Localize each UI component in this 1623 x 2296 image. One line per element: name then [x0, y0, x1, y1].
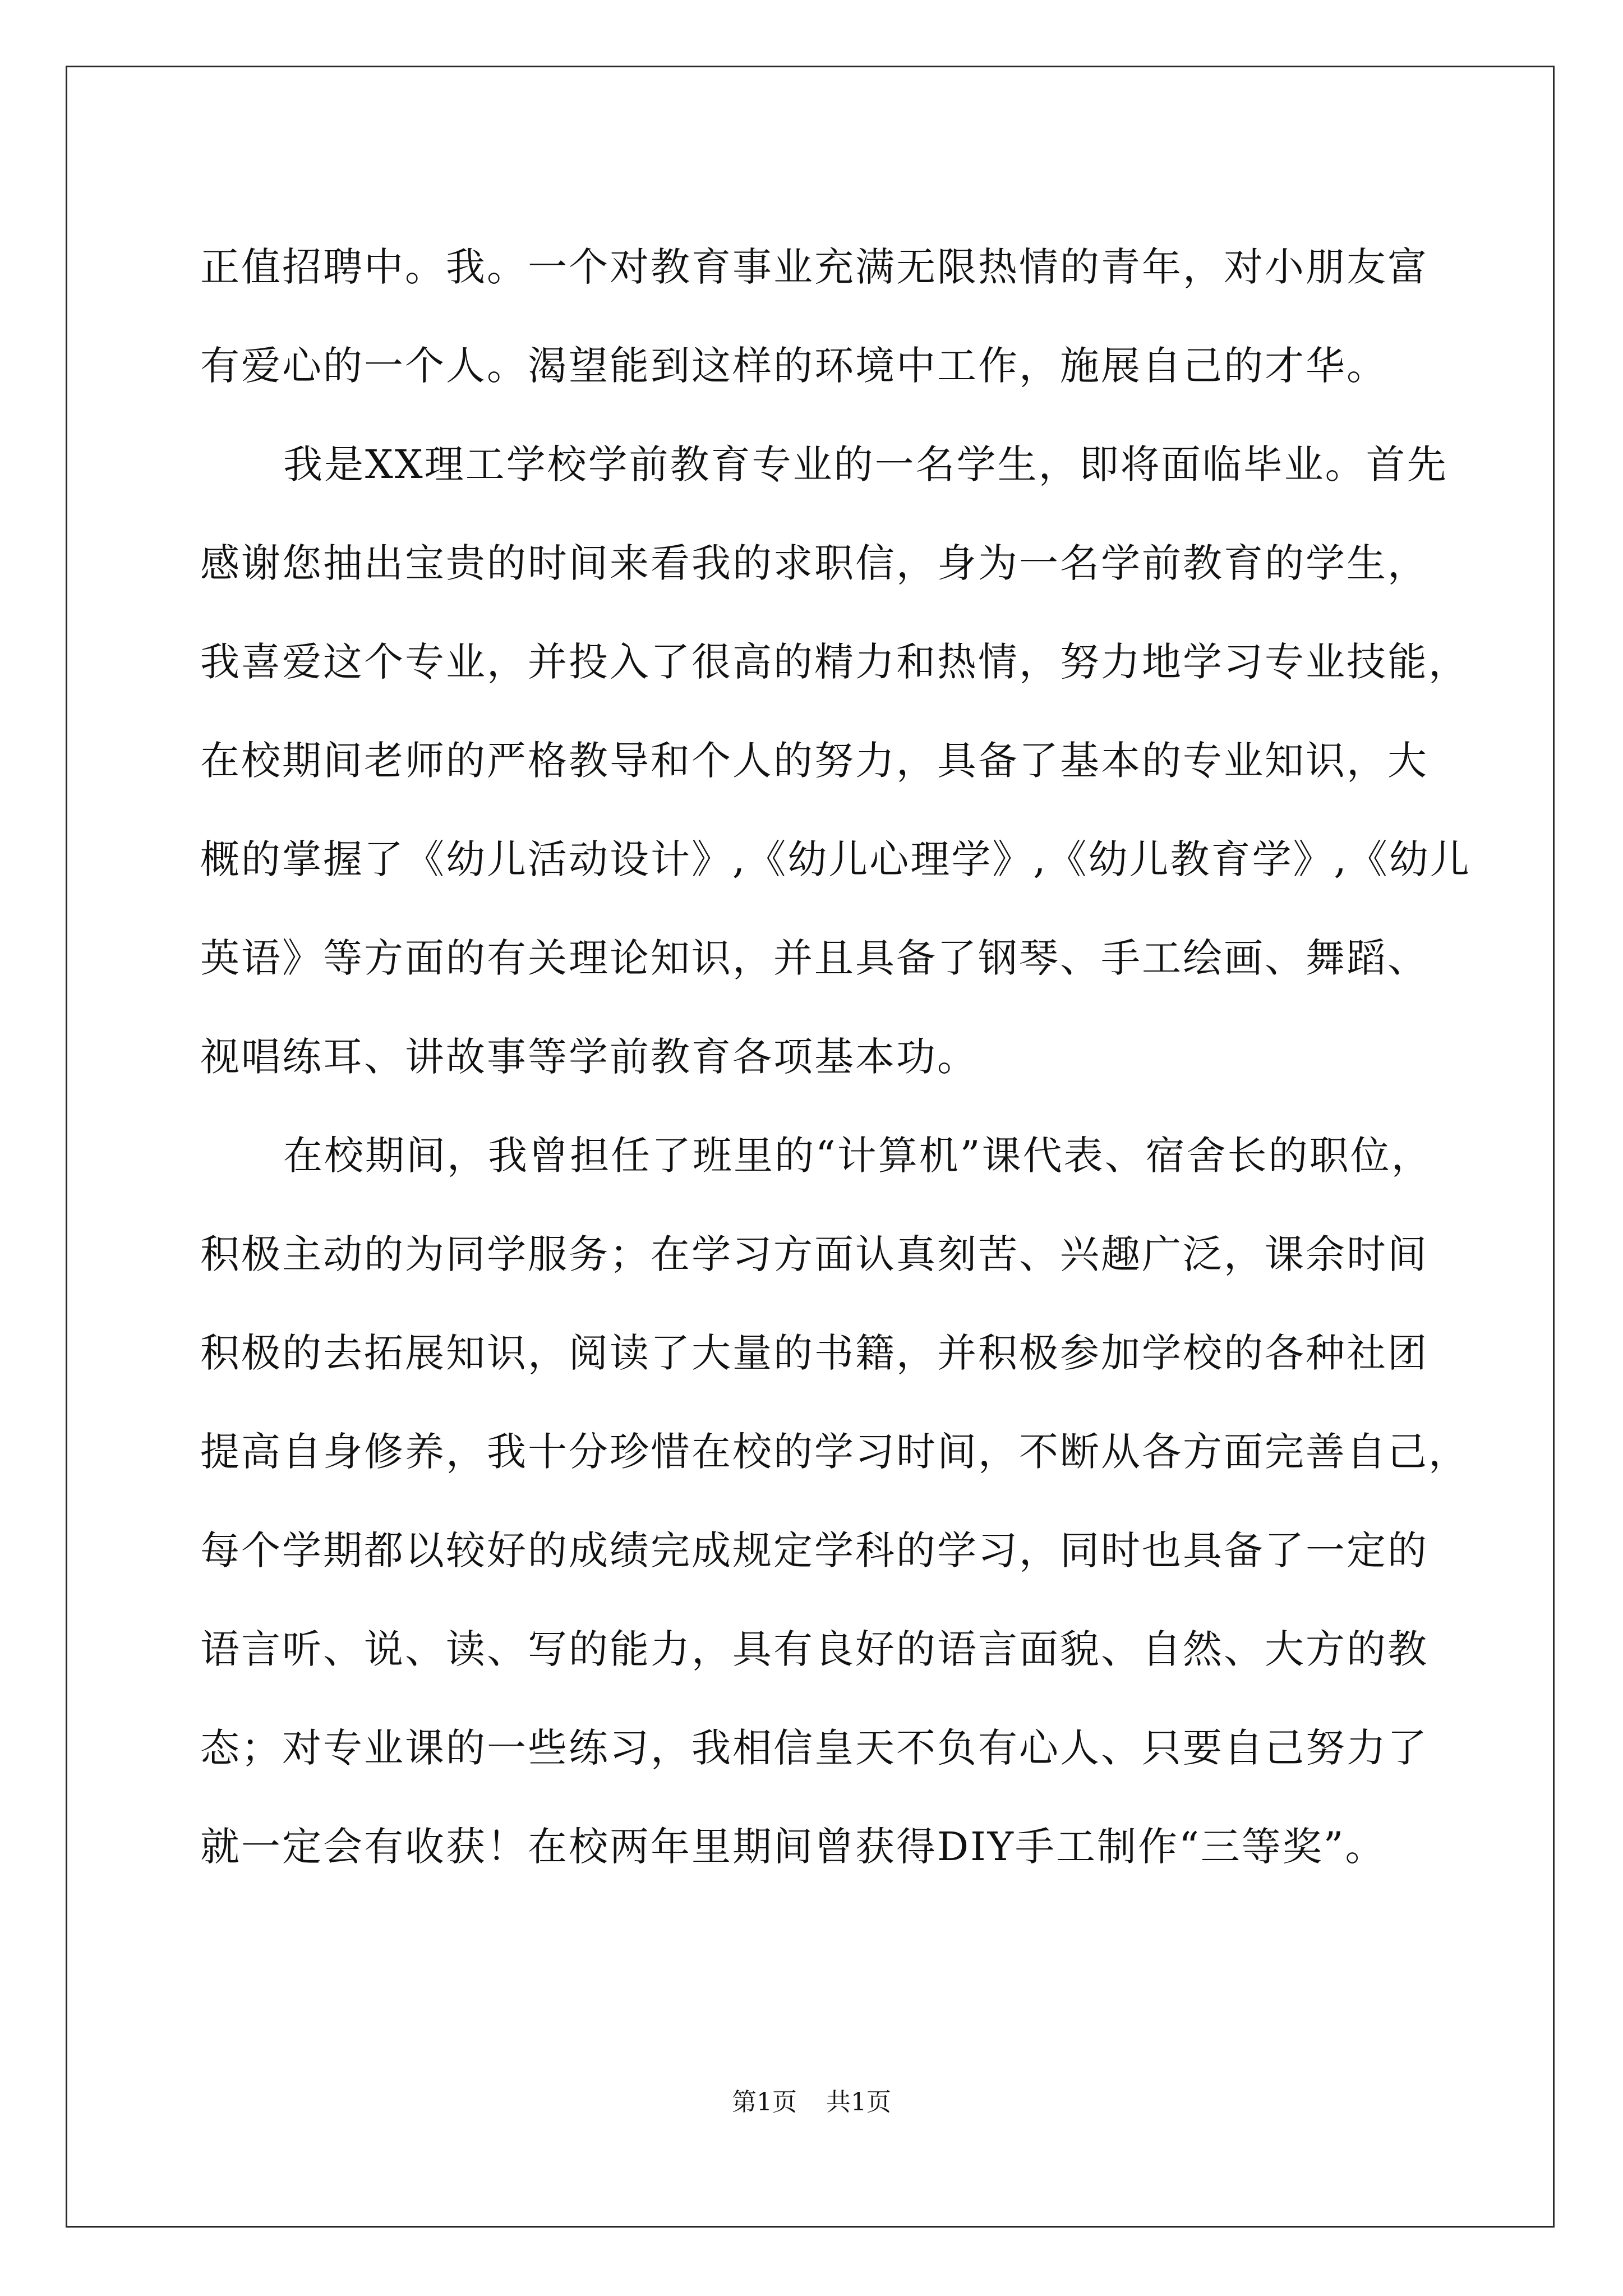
text-line: 提高自身修养，我十分珍惜在校的学习时间，不断从各方面完善自己，: [200, 1429, 1469, 1475]
text-line: 就一定会有收获！在校两年里期间曾获得DIY手工制作“三等奖”。: [200, 1824, 1386, 1870]
text-line: 有爱心的一个人。渴望能到这样的环境中工作，施展自己的才华。: [200, 343, 1387, 389]
text-line: 在校期间老师的严格教导和个人的努力，具备了基本的专业知识，大: [200, 738, 1428, 784]
text-line: 感谢您抽出宝贵的时间来看我的求职信，身为一名学前教育的学生，: [200, 540, 1428, 586]
text-line: 英语》等方面的有关理论知识，并且具备了钢琴、手工绘画、舞蹈、: [200, 935, 1428, 981]
text-line: 积极主动的为同学服务；在学习方面认真刻苦、兴趣广泛，课余时间: [200, 1231, 1428, 1277]
page-total: 共1页: [826, 2088, 891, 2116]
page-number: 第1页: [732, 2088, 797, 2116]
text-line: 每个学期都以较好的成绩完成规定学科的学习，同时也具备了一定的: [200, 1527, 1428, 1573]
text-line: 概的掌握了《幼儿活动设计》,《幼儿心理学》,《幼儿教育学》,《幼儿: [200, 836, 1471, 882]
text-line: 积极的去拓展知识，阅读了大量的书籍，并积极参加学校的各种社团: [200, 1330, 1428, 1376]
text-line: 态；对专业课的一些练习，我相信皇天不负有心人、只要自己努力了: [200, 1725, 1428, 1771]
document-body: [200, 218, 1471, 1896]
text-line: 我喜爱这个专业，并投入了很高的精力和热情，努力地学习专业技能，: [200, 639, 1469, 685]
text-line: 视唱练耳、讲故事等学前教育各项基本功。: [200, 1034, 978, 1080]
paragraph-start-line: 在校期间，我曾担任了班里的“计算机”课代表、宿舍长的职位，: [283, 1133, 1432, 1179]
page-footer: [0, 2086, 1623, 2119]
text-line: 语言听、说、读、写的能力，具有良好的语言面貌、自然、大方的教: [200, 1626, 1428, 1672]
text-line: 正值招聘中。我。一个对教育事业充满无限热情的青年，对小朋友富: [200, 244, 1428, 290]
paragraph-start-line: 我是XX理工学校学前教育专业的一名学生，即将面临毕业。首先: [283, 441, 1448, 487]
